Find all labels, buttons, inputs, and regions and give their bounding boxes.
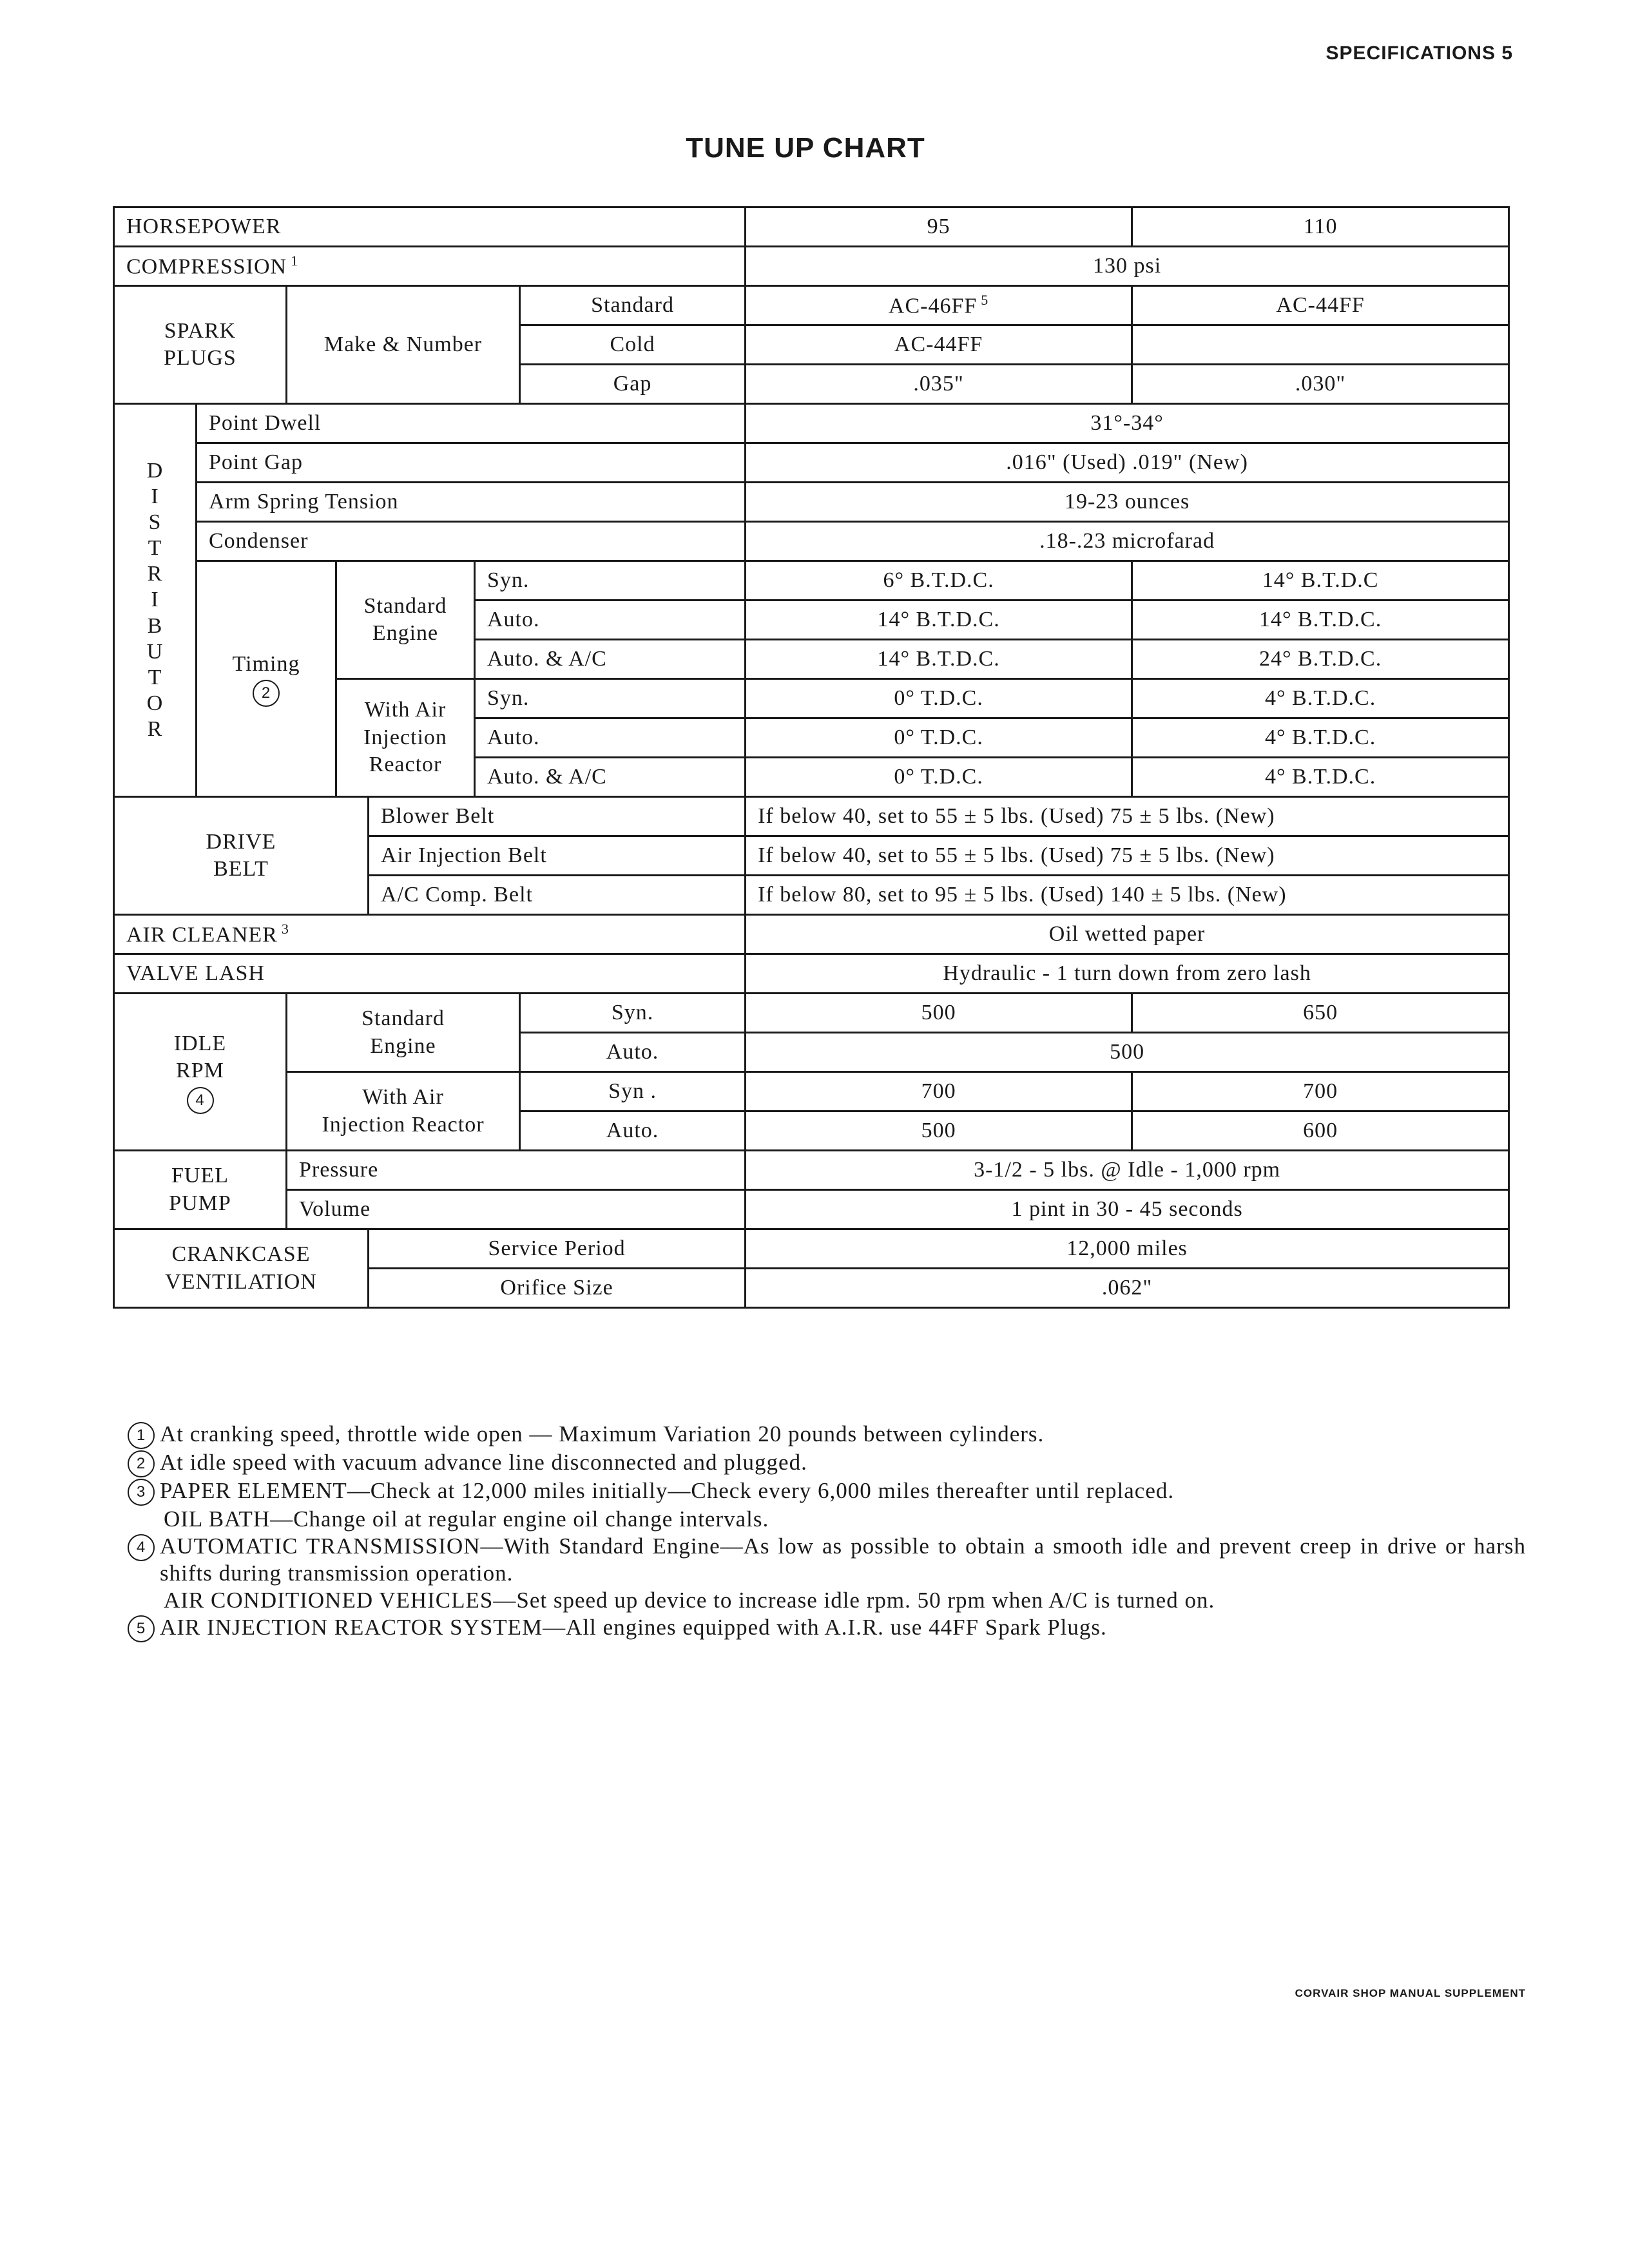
row-timing-std-syn bbox=[114, 561, 1509, 601]
footnote-item bbox=[128, 1421, 1526, 1449]
footnote-2-icon: 2 bbox=[253, 680, 280, 707]
timing-v2: 24° B.T.D.C. bbox=[1132, 640, 1509, 679]
idle-v2: 600 bbox=[1132, 1111, 1509, 1151]
footnote-4-icon: 4 bbox=[187, 1087, 214, 1114]
service-period-label: Service Period bbox=[369, 1229, 746, 1269]
footnotes bbox=[128, 1421, 1526, 1642]
timing-standard-engine: Standard Engine bbox=[336, 561, 475, 679]
arm-spring-value: 19-23 ounces bbox=[746, 483, 1509, 522]
condenser-label: Condenser bbox=[197, 522, 746, 561]
page-header: SPECIFICATIONS 5 bbox=[1325, 43, 1513, 64]
footnote-text: PAPER ELEMENT—Check at 12,000 miles initially—Check every 6,000 miles thereafter until replaced. bbox=[160, 1478, 1175, 1503]
air-cleaner-value: Oil wetted paper bbox=[746, 915, 1509, 954]
orifice-size-value: .062" bbox=[746, 1269, 1509, 1308]
timing-v1: 0° T.D.C. bbox=[746, 679, 1132, 718]
row-blower-belt bbox=[114, 797, 1509, 836]
horsepower-110: 110 bbox=[1132, 207, 1509, 247]
row-point-dwell bbox=[114, 404, 1509, 443]
row-point-gap bbox=[114, 443, 1509, 483]
horsepower-95: 95 bbox=[746, 207, 1132, 247]
spark-standard-v2: AC-44FF bbox=[1132, 286, 1509, 325]
valve-lash-label: VALVE LASH bbox=[114, 954, 746, 994]
idle-standard-engine: Standard Engine bbox=[287, 994, 520, 1072]
blower-belt-value: If below 40, set to 55 ± 5 lbs. (Used) 75 ± 5 lbs. (New) bbox=[746, 797, 1509, 836]
fuel-volume-value: 1 pint in 30 - 45 seconds bbox=[746, 1190, 1509, 1229]
idle-v1: 500 bbox=[746, 1111, 1132, 1151]
idle-trans: Syn. bbox=[520, 994, 746, 1033]
row-compression bbox=[114, 247, 1509, 286]
footnote-item bbox=[128, 1449, 1526, 1477]
timing-air-injection: With Air Injection Reactor bbox=[336, 679, 475, 797]
fuel-pressure-value: 3-1/2 - 5 lbs. @ Idle - 1,000 rpm bbox=[746, 1151, 1509, 1190]
spark-gap-label: Gap bbox=[520, 365, 746, 404]
arm-spring-label: Arm Spring Tension bbox=[197, 483, 746, 522]
footnote-item bbox=[128, 1533, 1526, 1587]
timing-trans: Auto. & A/C bbox=[475, 640, 746, 679]
idle-rpm-label: IDLE RPM 4 bbox=[114, 994, 287, 1151]
footnote-text: At cranking speed, throttle wide open — Maximum Variation 20 pounds between cylinders. bbox=[160, 1421, 1045, 1446]
spark-cold-v2 bbox=[1132, 325, 1509, 365]
idle-v2: 700 bbox=[1132, 1072, 1509, 1111]
air-injection-belt-value: If below 40, set to 55 ± 5 lbs. (Used) 75 ± 5 lbs. (New) bbox=[746, 836, 1509, 876]
compression-value: 130 psi bbox=[746, 247, 1509, 286]
footnote-2-icon: 2 bbox=[128, 1450, 155, 1477]
timing-trans: Auto. bbox=[475, 718, 746, 758]
crankcase-label: CRANKCASE VENTILATION bbox=[114, 1229, 369, 1308]
footnote-continuation: AIR CONDITIONED VEHICLES—Set speed up device to increase idle rpm. 50 rpm when A/C is turned on. bbox=[164, 1588, 1215, 1613]
condenser-value: .18-.23 microfarad bbox=[746, 522, 1509, 561]
footnote-text: AUTOMATIC TRANSMISSION—With Standard Engine—As low as possible to obtain a smooth idle and prevent creep in drive or harsh shifts during transmission operation. bbox=[160, 1533, 1526, 1586]
drive-belt-label: DRIVE BELT bbox=[114, 797, 369, 915]
spark-plugs-label: SPARK PLUGS bbox=[114, 286, 287, 404]
idle-v2: 650 bbox=[1132, 994, 1509, 1033]
footnote-5-icon: 5 bbox=[128, 1615, 155, 1642]
timing-v1: 0° T.D.C. bbox=[746, 718, 1132, 758]
blower-belt-label: Blower Belt bbox=[369, 797, 746, 836]
footnote-text: AIR INJECTION REACTOR SYSTEM—All engines equipped with A.I.R. use 44FF Spark Plugs. bbox=[160, 1615, 1107, 1640]
valve-lash-value: Hydraulic - 1 turn down from zero lash bbox=[746, 954, 1509, 994]
timing-v2: 4° B.T.D.C. bbox=[1132, 679, 1509, 718]
row-arm-spring bbox=[114, 483, 1509, 522]
row-idle-air-syn bbox=[114, 1072, 1509, 1111]
footnote-text: At idle speed with vacuum advance line disconnected and plugged. bbox=[160, 1450, 807, 1475]
service-period-value: 12,000 miles bbox=[746, 1229, 1509, 1269]
page-footer: CORVAIR SHOP MANUAL SUPPLEMENT bbox=[1295, 1987, 1526, 1999]
spark-standard-label: Standard bbox=[520, 286, 746, 325]
timing-v1: 0° T.D.C. bbox=[746, 758, 1132, 797]
spark-gap-v2: .030" bbox=[1132, 365, 1509, 404]
timing-trans: Auto. bbox=[475, 601, 746, 640]
footnote-item bbox=[128, 1614, 1526, 1642]
idle-v1: 700 bbox=[746, 1072, 1132, 1111]
fuel-volume-label: Volume bbox=[287, 1190, 746, 1229]
timing-label: Timing 2 bbox=[197, 561, 336, 797]
page-title: TUNE UP CHART bbox=[686, 132, 925, 164]
idle-value: 500 bbox=[746, 1033, 1509, 1072]
point-dwell-value: 31°-34° bbox=[746, 404, 1509, 443]
idle-trans: Auto. bbox=[520, 1111, 746, 1151]
spark-cold-v1: AC-44FF bbox=[746, 325, 1132, 365]
timing-v2: 4° B.T.D.C. bbox=[1132, 718, 1509, 758]
footnote-continuation: OIL BATH—Change oil at regular engine oil change intervals. bbox=[164, 1506, 769, 1532]
ac-comp-belt-value: If below 80, set to 95 ± 5 lbs. (Used) 140 ± 5 lbs. (New) bbox=[746, 876, 1509, 915]
timing-trans: Syn. bbox=[475, 679, 746, 718]
timing-v1: 14° B.T.D.C. bbox=[746, 640, 1132, 679]
row-idle-std-syn bbox=[114, 994, 1509, 1033]
tune-up-table bbox=[113, 206, 1510, 1309]
point-gap-value: .016" (Used) .019" (New) bbox=[746, 443, 1509, 483]
footnote-ref: 1 bbox=[291, 252, 299, 269]
fuel-pressure-label: Pressure bbox=[287, 1151, 746, 1190]
air-injection-belt-label: Air Injection Belt bbox=[369, 836, 746, 876]
timing-v2: 4° B.T.D.C. bbox=[1132, 758, 1509, 797]
compression-label: COMPRESSION $^1$ bbox=[114, 247, 746, 286]
horsepower-label: HORSEPOWER bbox=[114, 207, 746, 247]
spark-gap-v1: .035" bbox=[746, 365, 1132, 404]
spark-standard-v1: AC-46FF $^5$ bbox=[746, 286, 1132, 325]
footnote-item bbox=[128, 1477, 1526, 1506]
timing-v1: 6° B.T.D.C. bbox=[746, 561, 1132, 601]
footnote-3-icon: 3 bbox=[128, 1479, 155, 1506]
point-dwell-label: Point Dwell bbox=[197, 404, 746, 443]
make-number-label: Make & Number bbox=[287, 286, 520, 404]
timing-trans: Auto. & A/C bbox=[475, 758, 746, 797]
row-condenser bbox=[114, 522, 1509, 561]
idle-air-injection: With Air Injection Reactor bbox=[287, 1072, 520, 1151]
footnote-1-icon: 1 bbox=[128, 1422, 155, 1449]
idle-v1: 500 bbox=[746, 994, 1132, 1033]
row-horsepower bbox=[114, 207, 1509, 247]
air-cleaner-label: AIR CLEANER $^3$ bbox=[114, 915, 746, 954]
orifice-size-label: Orifice Size bbox=[369, 1269, 746, 1308]
row-crankcase-service bbox=[114, 1229, 1509, 1269]
ac-comp-belt-label: A/C Comp. Belt bbox=[369, 876, 746, 915]
timing-v2: 14° B.T.D.C. bbox=[1132, 601, 1509, 640]
spark-cold-label: Cold bbox=[520, 325, 746, 365]
footnote-4-icon: 4 bbox=[128, 1534, 155, 1561]
distributor-label: D I S T R I B U T O R bbox=[114, 404, 197, 797]
timing-v1: 14° B.T.D.C. bbox=[746, 601, 1132, 640]
idle-trans: Syn . bbox=[520, 1072, 746, 1111]
timing-trans: Syn. bbox=[475, 561, 746, 601]
row-air-cleaner bbox=[114, 915, 1509, 954]
row-spark-standard bbox=[114, 286, 1509, 325]
point-gap-label: Point Gap bbox=[197, 443, 746, 483]
row-fuel-volume bbox=[114, 1190, 1509, 1229]
timing-v2: 14° B.T.D.C bbox=[1132, 561, 1509, 601]
fuel-pump-label: FUEL PUMP bbox=[114, 1151, 287, 1229]
idle-trans: Auto. bbox=[520, 1033, 746, 1072]
row-fuel-pressure bbox=[114, 1151, 1509, 1190]
row-valve-lash bbox=[114, 954, 1509, 994]
